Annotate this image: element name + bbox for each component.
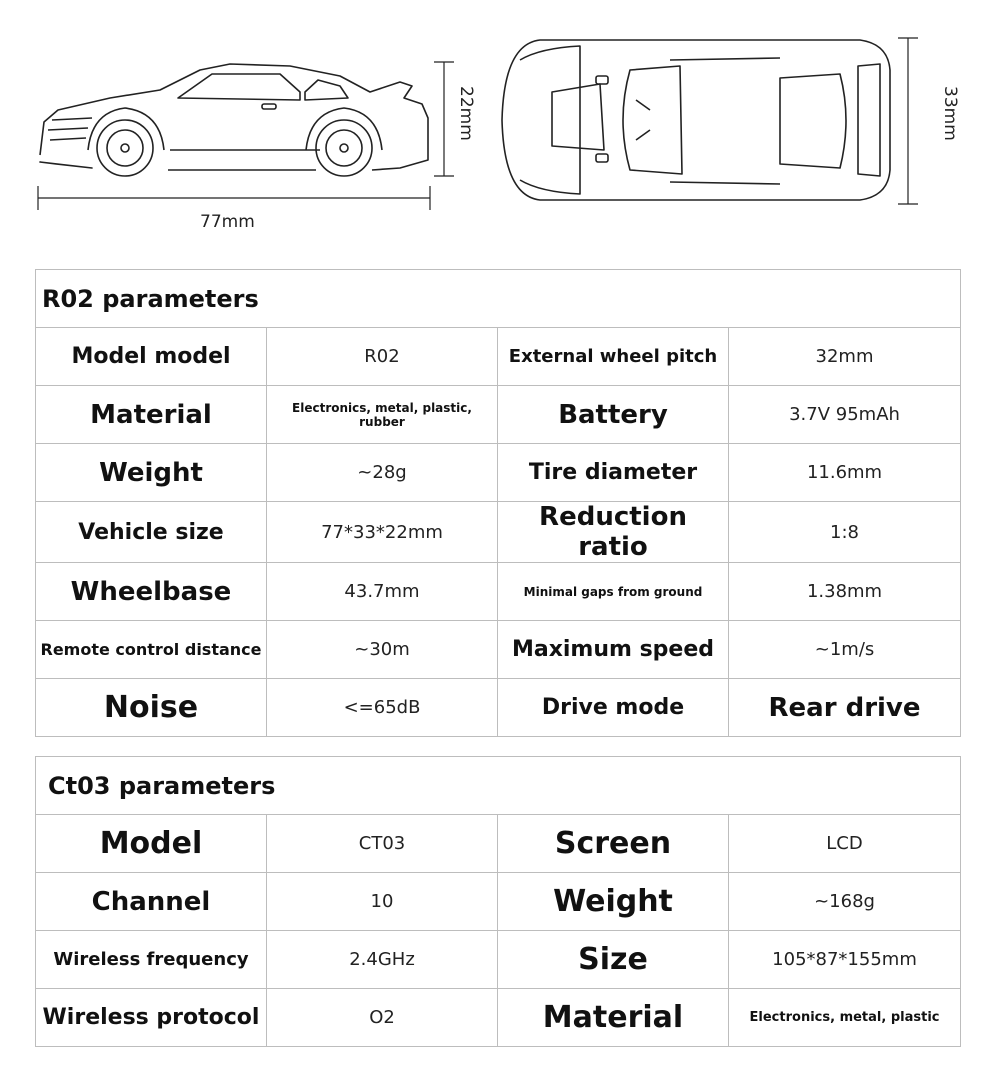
param-value: Electronics, metal, plastic, rubber bbox=[267, 386, 498, 444]
table-row bbox=[36, 873, 961, 931]
param-label: External wheel pitch bbox=[498, 328, 729, 386]
param-label: Tire diameter bbox=[498, 444, 729, 502]
ct03-parameters-table bbox=[35, 756, 961, 1047]
param-value: 3.7V 95mAh bbox=[729, 386, 961, 444]
param-value: R02 bbox=[267, 328, 498, 386]
car-drawings bbox=[0, 0, 1000, 250]
param-label: Screen bbox=[498, 815, 729, 873]
length-dimension-label: 77mm bbox=[200, 212, 255, 232]
param-value: 32mm bbox=[729, 328, 961, 386]
height-dimension-label: 22mm bbox=[456, 86, 476, 141]
table-row bbox=[36, 563, 961, 621]
param-label: Weight bbox=[498, 873, 729, 931]
param-value: Electronics, metal, plastic bbox=[729, 989, 961, 1047]
param-label: Wheelbase bbox=[36, 563, 267, 621]
r02-table-title: R02 parameters bbox=[36, 270, 961, 328]
table-row bbox=[36, 444, 961, 502]
param-value: O2 bbox=[267, 989, 498, 1047]
param-value: 1.38mm bbox=[729, 563, 961, 621]
table-row bbox=[36, 621, 961, 679]
param-value: ~28g bbox=[267, 444, 498, 502]
table-title-row bbox=[36, 270, 961, 328]
param-value: 43.7mm bbox=[267, 563, 498, 621]
param-label: Channel bbox=[36, 873, 267, 931]
vehicle-dimension-diagram bbox=[0, 0, 1000, 250]
param-label: Vehicle size bbox=[36, 502, 267, 563]
param-label: Model bbox=[36, 815, 267, 873]
param-label: Weight bbox=[36, 444, 267, 502]
table-row bbox=[36, 989, 961, 1047]
param-value: 2.4GHz bbox=[267, 931, 498, 989]
table-row bbox=[36, 931, 961, 989]
param-label: Model model bbox=[36, 328, 267, 386]
r02-parameters-table bbox=[35, 269, 961, 737]
width-dimension-label: 33mm bbox=[940, 86, 960, 141]
table-title-row bbox=[36, 757, 961, 815]
car-side-view bbox=[40, 64, 428, 176]
param-value: 11.6mm bbox=[729, 444, 961, 502]
param-value: ~168g bbox=[729, 873, 961, 931]
param-value: 77*33*22mm bbox=[267, 502, 498, 563]
table-row bbox=[36, 502, 961, 563]
param-label: Material bbox=[36, 386, 267, 444]
param-value: ~1m/s bbox=[729, 621, 961, 679]
param-label: Remote control distance bbox=[36, 621, 267, 679]
param-value: LCD bbox=[729, 815, 961, 873]
table-row bbox=[36, 815, 961, 873]
table-row bbox=[36, 386, 961, 444]
param-value: 10 bbox=[267, 873, 498, 931]
param-value: <=65dB bbox=[267, 679, 498, 737]
param-label: Minimal gaps from ground bbox=[498, 563, 729, 621]
param-label: Drive mode bbox=[498, 679, 729, 737]
param-value: 1:8 bbox=[729, 502, 961, 563]
param-value: 105*87*155mm bbox=[729, 931, 961, 989]
table-row bbox=[36, 328, 961, 386]
param-label: Battery bbox=[498, 386, 729, 444]
param-value: ~30m bbox=[267, 621, 498, 679]
param-label: Reduction ratio bbox=[498, 502, 729, 563]
param-label: Maximum speed bbox=[498, 621, 729, 679]
param-value: Rear drive bbox=[729, 679, 961, 737]
car-top-view bbox=[502, 40, 890, 200]
param-value: CT03 bbox=[267, 815, 498, 873]
table-row bbox=[36, 679, 961, 737]
param-label: Wireless protocol bbox=[36, 989, 267, 1047]
param-label: Material bbox=[498, 989, 729, 1047]
param-label: Size bbox=[498, 931, 729, 989]
param-label: Wireless frequency bbox=[36, 931, 267, 989]
param-label: Noise bbox=[36, 679, 267, 737]
ct03-table-title: Ct03 parameters bbox=[36, 757, 961, 815]
